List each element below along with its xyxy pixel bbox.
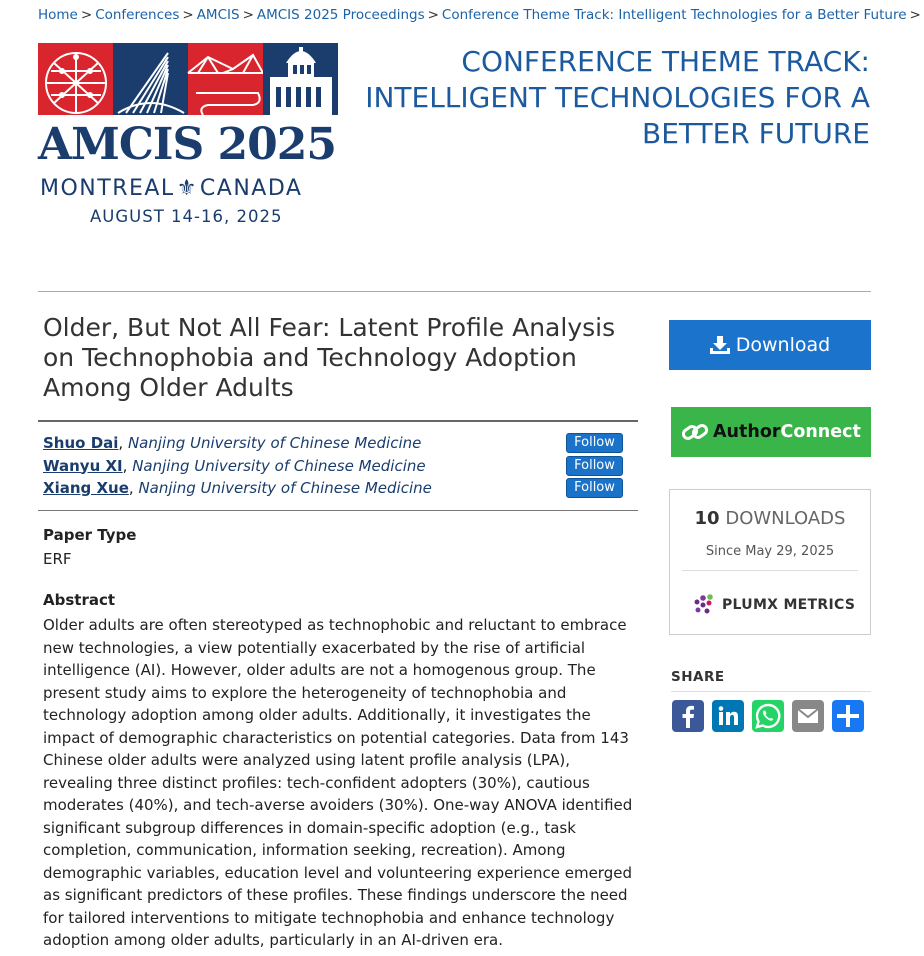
whatsapp-icon[interactable]: [752, 700, 784, 732]
facebook-icon[interactable]: [672, 700, 704, 732]
author-affiliation: Nanjing University of Chinese Medicine: [138, 479, 432, 497]
logo-city: MONTREAL⚜CANADA: [40, 176, 303, 201]
breadcrumb-track[interactable]: Conference Theme Track: Intelligent Technologies for a Better Future: [441, 7, 907, 23]
breadcrumb-proceedings[interactable]: AMCIS 2025 Proceedings: [256, 7, 425, 23]
author-row: Shuo Dai, Nanjing University of Chinese Medicine Follow: [43, 432, 638, 455]
metrics-box: [669, 489, 871, 635]
download-count: 10 DOWNLOADS: [694, 508, 846, 529]
downloads-since: Since May 29, 2025: [705, 544, 835, 559]
download-button[interactable]: Download: [669, 320, 871, 370]
author-list: [43, 432, 638, 500]
share-heading: SHARE: [671, 669, 725, 685]
author-row: Xiang Xue, Nanjing University of Chinese Medicine Follow: [43, 477, 638, 500]
link-chain-icon: [681, 421, 709, 443]
logo-wordmark: AMCIS 2025: [38, 119, 336, 170]
author-row: Wanyu XI, Nanjing University of Chinese Medicine Follow: [43, 455, 638, 478]
author-affiliation: Nanjing University of Chinese Medicine: [132, 456, 426, 475]
divider: [38, 291, 871, 292]
linkedin-icon[interactable]: [712, 700, 744, 732]
author-name-link[interactable]: Xiang Xue: [43, 479, 129, 497]
follow-button[interactable]: Follow: [566, 478, 623, 498]
paper-type-heading: Paper Type: [43, 526, 137, 544]
plumx-icon: [692, 594, 714, 616]
abstract-text: Older adults are often stereotyped as technophobic and reluctant to embrace new technologies, a view potentially exacerbated by the rise of artificial intelligence (AI). However, older adults are not a homogenous group. The present study aims to explore the heterogeneity of technophobia and technology adoption among older adults. Additionally, it investigates the impact of demographic characteristics on potential categories. Data from 143 Chinese older adults were analyzed using latent profile analysis (LPA), revealing three distinct profiles: tech-confident adopters (30%), cautious moderates (40%), and tech-averse avoiders (30%). One-way ANOVA identified significant subgroup differences in domain-specific adoption (e.g., task completion, communication, information seeking, recreation). Among demographic variables, education level and volunteering experience emerged as significant predictors of these profiles. These findings underscore the need for tailored interventions to mitigate technophobia and enhance technology adoption among older adults, particularly in an AI-driven era.: [43, 616, 633, 949]
breadcrumb-amcis[interactable]: AMCIS: [196, 7, 240, 23]
divider: [38, 510, 638, 511]
follow-button[interactable]: Follow: [566, 456, 623, 476]
share-icon[interactable]: [832, 700, 864, 732]
plumx-metrics-link[interactable]: PLUMX METRICS: [692, 594, 855, 616]
paper-title: Older, But Not All Fear: Latent Profile Analysis on Technophobia and Technology Adoption Among Older Adults: [43, 313, 616, 402]
follow-button[interactable]: Follow: [566, 433, 623, 453]
divider: [38, 420, 638, 422]
divider: [682, 570, 858, 571]
author-affiliation: Nanjing University of Chinese Medicine: [127, 434, 422, 452]
divider: [671, 691, 871, 692]
fleur-de-lis-icon: ⚜: [176, 176, 198, 201]
conference-logo[interactable]: [38, 43, 338, 233]
email-icon[interactable]: [792, 700, 824, 732]
breadcrumb-conferences[interactable]: Conferences: [95, 7, 180, 23]
logo-landmarks-icon: [38, 43, 338, 115]
breadcrumb-home[interactable]: Home: [38, 7, 78, 23]
share-icons: [672, 700, 864, 732]
author-name-link[interactable]: Wanyu XI: [43, 456, 123, 475]
author-name-link[interactable]: Shuo Dai: [43, 434, 119, 452]
logo-illustration: [38, 43, 338, 115]
author-connect-button[interactable]: AuthorConnect: [671, 407, 871, 457]
paper-type-value: ERF: [43, 550, 72, 568]
logo-dates: AUGUST 14-16, 2025: [90, 207, 283, 226]
breadcrumb: Home > Conferences > AMCIS > AMCIS 2025 Proceedings > Conference Theme Track: Intelligent Technologies for a Better Future >: [38, 7, 921, 23]
abstract-heading: Abstract: [43, 591, 116, 609]
download-icon: [710, 336, 730, 354]
track-title: CONFERENCE THEME TRACK: INTELLIGENT TECHNOLOGIES FOR A BETTER FUTURE: [365, 45, 870, 150]
